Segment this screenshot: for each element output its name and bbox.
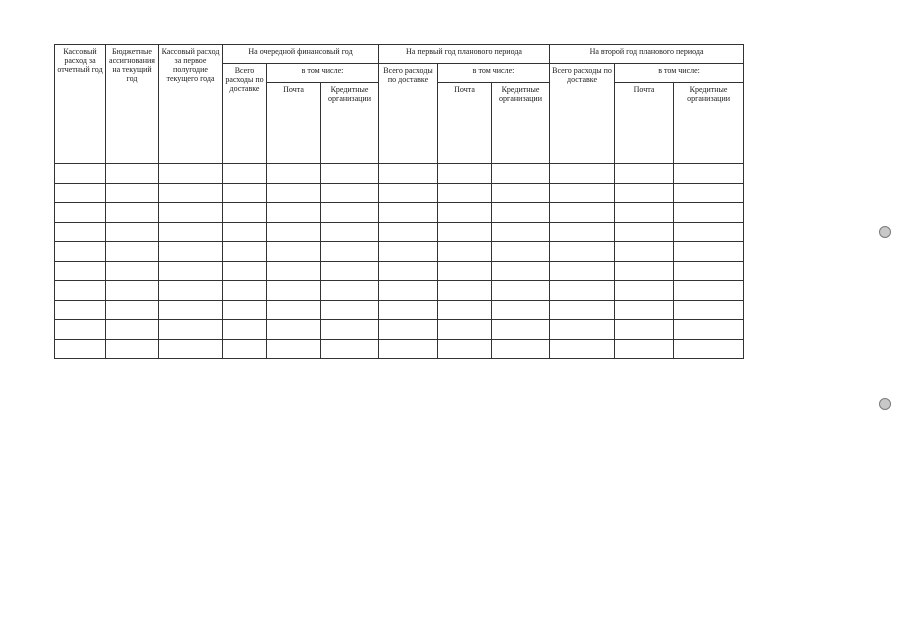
table-cell [438, 320, 492, 340]
table-cell [550, 300, 615, 320]
table-cell [159, 281, 223, 301]
table-cell [267, 320, 321, 340]
table-cell [106, 203, 159, 223]
table-cell [615, 203, 674, 223]
table-cell [55, 203, 106, 223]
table-cell [550, 164, 615, 184]
table-cell [674, 222, 744, 242]
table-cell [550, 281, 615, 301]
table-cell [550, 203, 615, 223]
table-cell [55, 261, 106, 281]
table-cell [674, 203, 744, 223]
table-cell [438, 242, 492, 262]
table-cell [223, 222, 267, 242]
table-cell [438, 281, 492, 301]
table-cell [615, 300, 674, 320]
header-including-y3: в том числе: [615, 64, 744, 83]
table-cell [379, 203, 438, 223]
table-cell [321, 320, 379, 340]
table-cell [615, 164, 674, 184]
table-cell [674, 281, 744, 301]
table-cell [438, 183, 492, 203]
table-cell [159, 164, 223, 184]
header-total-delivery-y3: Всего расходы по доставке [550, 64, 615, 164]
table-cell [159, 261, 223, 281]
table-cell [379, 300, 438, 320]
table-cell [321, 300, 379, 320]
header-budget-allocations: Бюджетные ассигнования на текущий год [106, 45, 159, 164]
table-cell [159, 339, 223, 359]
table-cell [615, 339, 674, 359]
table-cell [267, 164, 321, 184]
header-cash-expense-reporting-year: Кассовый расход за отчетный год [55, 45, 106, 164]
table-cell [550, 320, 615, 340]
table-cell [379, 281, 438, 301]
table-row [55, 164, 744, 184]
table-cell [223, 242, 267, 262]
table-cell [223, 164, 267, 184]
header-total-delivery-y2: Всего расходы по доставке [379, 64, 438, 164]
table-cell [550, 261, 615, 281]
table-cell [492, 339, 550, 359]
table-cell [492, 164, 550, 184]
table-cell [55, 242, 106, 262]
table-cell [379, 242, 438, 262]
table-cell [492, 203, 550, 223]
table-cell [159, 183, 223, 203]
table-cell [379, 222, 438, 242]
table-cell [379, 339, 438, 359]
table-cell [106, 222, 159, 242]
table-cell [438, 300, 492, 320]
table-cell [267, 261, 321, 281]
binder-hole-upper [879, 226, 891, 238]
table-row [55, 242, 744, 262]
table-cell [321, 222, 379, 242]
table-cell [550, 242, 615, 262]
table-cell [55, 281, 106, 301]
table-cell [492, 183, 550, 203]
table-body [55, 164, 744, 359]
header-credit-orgs-y2: Кредитные организации [492, 83, 550, 164]
table-cell [438, 203, 492, 223]
table-cell [674, 300, 744, 320]
table-cell [615, 183, 674, 203]
table-cell [615, 222, 674, 242]
header-next-fiscal-year: На очередной финансовый год [223, 45, 379, 64]
table-row [55, 320, 744, 340]
table-cell [321, 164, 379, 184]
header-credit-orgs-y1: Кредитные организации [321, 83, 379, 164]
table-cell [615, 320, 674, 340]
header-total-delivery-y1: Всего расходы по доставке [223, 64, 267, 164]
header-including-y2: в том числе: [438, 64, 550, 83]
header-including-y1: в том числе: [267, 64, 379, 83]
header-credit-orgs-y3: Кредитные организации [674, 83, 744, 164]
table-cell [321, 242, 379, 262]
table-cell [492, 320, 550, 340]
table-row [55, 183, 744, 203]
table-cell [438, 339, 492, 359]
table-cell [321, 281, 379, 301]
header-post-y1: Почта [267, 83, 321, 164]
header-post-y3: Почта [615, 83, 674, 164]
table-cell [106, 320, 159, 340]
table-cell [438, 261, 492, 281]
table-cell [106, 339, 159, 359]
table-cell [267, 339, 321, 359]
table-cell [321, 261, 379, 281]
table-cell [55, 320, 106, 340]
header-post-y2: Почта [438, 83, 492, 164]
table-cell [492, 281, 550, 301]
table-cell [267, 300, 321, 320]
table-cell [438, 164, 492, 184]
table-row [55, 281, 744, 301]
table-cell [267, 281, 321, 301]
table-cell [223, 183, 267, 203]
table-cell [267, 203, 321, 223]
table-cell [379, 320, 438, 340]
table-cell [106, 164, 159, 184]
table-cell [674, 242, 744, 262]
table-row [55, 203, 744, 223]
table-cell [223, 339, 267, 359]
table-cell [492, 261, 550, 281]
table-cell [492, 300, 550, 320]
table-cell [550, 222, 615, 242]
table-cell [615, 261, 674, 281]
table-cell [267, 222, 321, 242]
table-cell [55, 183, 106, 203]
table-cell [55, 164, 106, 184]
table-cell [492, 222, 550, 242]
table-cell [674, 320, 744, 340]
table-cell [55, 339, 106, 359]
table-cell [550, 339, 615, 359]
table-cell [379, 261, 438, 281]
table-cell [159, 203, 223, 223]
table-row [55, 339, 744, 359]
binder-hole-lower [879, 398, 891, 410]
table-cell [321, 339, 379, 359]
header-first-planning-year: На первый год планового периода [379, 45, 550, 64]
table-row [55, 261, 744, 281]
table-cell [674, 164, 744, 184]
table-cell [223, 320, 267, 340]
table-cell [674, 261, 744, 281]
table-cell [550, 183, 615, 203]
table-cell [615, 281, 674, 301]
table-cell [159, 222, 223, 242]
table-cell [55, 300, 106, 320]
table-cell [674, 183, 744, 203]
table-cell [321, 203, 379, 223]
table-cell [159, 300, 223, 320]
table-row [55, 222, 744, 242]
table-cell [379, 164, 438, 184]
table-cell [106, 300, 159, 320]
table-cell [267, 242, 321, 262]
table-cell [223, 281, 267, 301]
table-row [55, 300, 744, 320]
table-cell [106, 242, 159, 262]
table-cell [492, 242, 550, 262]
table-cell [223, 261, 267, 281]
table-cell [106, 183, 159, 203]
table-cell [267, 183, 321, 203]
expense-table [54, 44, 744, 359]
table-cell [159, 242, 223, 262]
table-cell [106, 281, 159, 301]
table-cell [379, 183, 438, 203]
table-cell [615, 242, 674, 262]
table-cell [159, 320, 223, 340]
table-cell [55, 222, 106, 242]
table-cell [438, 222, 492, 242]
table-cell [321, 183, 379, 203]
table-cell [106, 261, 159, 281]
table-cell [223, 203, 267, 223]
header-cash-expense-first-half: Кассовый расход за первое полугодие текущего года [159, 45, 223, 164]
table-cell [674, 339, 744, 359]
header-second-planning-year: На второй год планового периода [550, 45, 744, 64]
table-cell [223, 300, 267, 320]
